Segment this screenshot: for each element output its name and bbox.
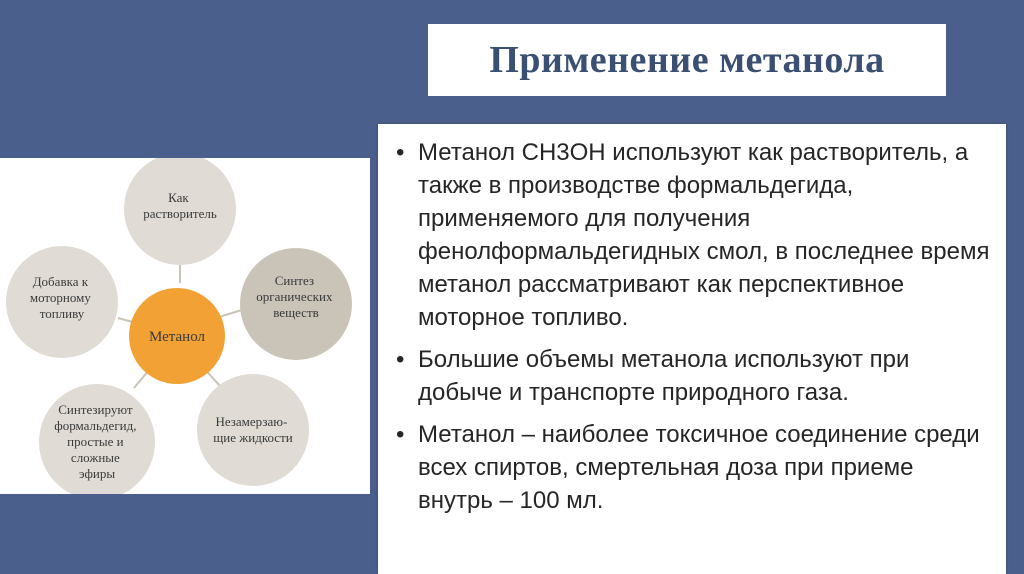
bullet-text: Метанол СН3ОН используют как растворитель, а также в производстве формальдегида, применяемого для получения фенолформальдегидных смол, в последнее время метанол рассматривают как перспективное моторное топливо. (418, 139, 990, 331)
slide-title: Применение метанола (489, 39, 885, 81)
bullet-item (390, 418, 992, 517)
node-solvent-label: Как растворитель (143, 190, 217, 221)
bullet-marker: • (396, 139, 405, 166)
bullet-list (378, 124, 1006, 517)
node-fuel-additive-label: Добавка к моторному топливу (29, 274, 91, 321)
bullet-text: Большие объемы метанола используют при добыче и транспорте природного газа. (418, 346, 910, 406)
node-formaldehyde-label: Синтезируют формальдегид, простые и сложные эфиры (54, 402, 137, 481)
bullet-marker: • (396, 421, 405, 448)
bullet-item (390, 136, 992, 334)
node-antifreeze-label: Незамерзаю- щие жидкости (213, 414, 293, 445)
content-box (378, 124, 1006, 574)
node-organic-synthesis (240, 248, 352, 360)
diagram-svg (0, 158, 370, 494)
bullet-item (390, 343, 992, 409)
node-organic-synthesis-label: Синтез органических веществ (256, 273, 333, 320)
methanol-diagram (0, 158, 370, 494)
center-label: Метанол (148, 329, 206, 345)
title-box (428, 24, 946, 96)
bullet-text: Метанол – наиболее токсичное соединение среди всех спиртов, смертельная доза при приеме внутрь – 100 мл. (418, 421, 980, 514)
bullet-marker: • (396, 346, 405, 373)
